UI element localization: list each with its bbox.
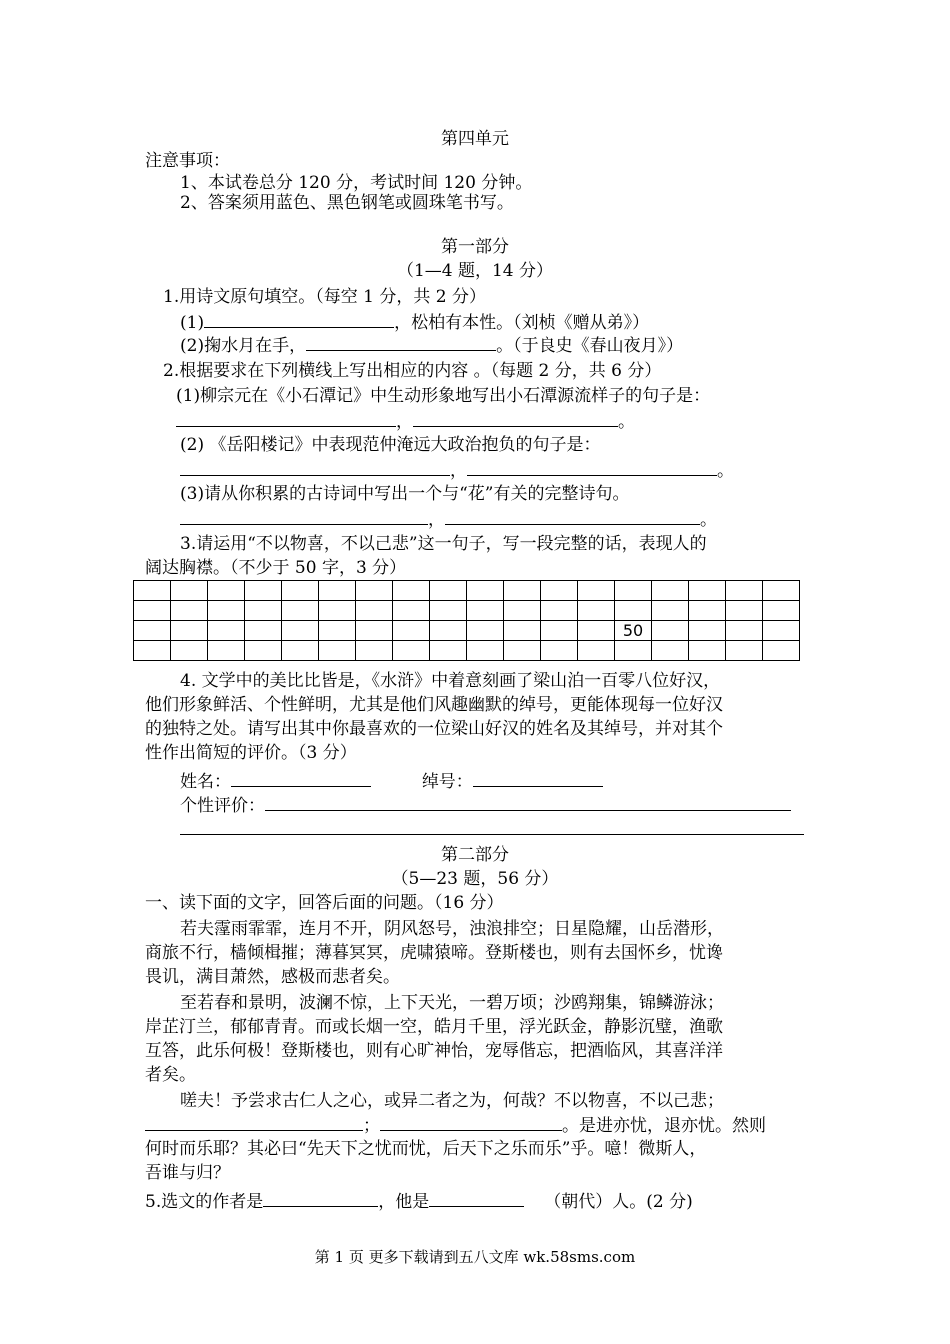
q3-line-1: 3.请运用“不以物喜，不以己悲”这一句子，写一段完整的话，表现人的 bbox=[180, 534, 707, 554]
dynasty-blank[interactable] bbox=[429, 1190, 524, 1207]
evaluation-blank[interactable] bbox=[265, 794, 791, 811]
name-label: 姓名： bbox=[180, 772, 231, 792]
answer-blank[interactable] bbox=[204, 311, 394, 328]
evaluation-label: 个性评价： bbox=[180, 796, 265, 816]
passage-line: 商旅不行，樯倾楫摧；薄暮冥冥，虎啸猿啼。登斯楼也，则有去国怀乡，忧谗 bbox=[145, 943, 723, 963]
notice-item: 2、答案须用蓝色、黑色钢笔或圆珠笔书写。 bbox=[180, 193, 514, 213]
q1-item-2-prefix: (2)掬水月在手， bbox=[180, 336, 307, 356]
part2-title: 第二部分 bbox=[441, 845, 509, 865]
answer-blank[interactable] bbox=[180, 459, 450, 476]
q5-line bbox=[145, 1190, 693, 1213]
part1-title: 第一部分 bbox=[441, 237, 509, 257]
passage-line: 若夫霪雨霏霏，连月不开，阴风怒号，浊浪排空；日星隐耀，山岳潜形， bbox=[180, 919, 724, 939]
passage-line: 畏讥，满目萧然，感极而悲者矣。 bbox=[145, 967, 400, 987]
period: 。 bbox=[618, 412, 635, 432]
q1-item-1 bbox=[180, 311, 649, 334]
q1-item-1-prefix: (1) bbox=[180, 313, 205, 333]
author-blank[interactable] bbox=[263, 1190, 378, 1207]
passage-line: 互答，此乐何极！登斯楼也，则有心旷神怡，宠辱偕忘，把酒临风，其喜洋洋 bbox=[145, 1041, 723, 1061]
comma: ， bbox=[450, 461, 467, 481]
passage-line: 吾谁与归？ bbox=[145, 1163, 230, 1183]
passage-line: 岸芷汀兰，郁郁青青。而或长烟一空，皓月千里，浮光跃金，静影沉璧，渔歌 bbox=[145, 1017, 723, 1037]
q5-mid: ，他是 bbox=[378, 1192, 430, 1212]
passage-line: 何时而乐耶？其必曰“先天下之忧而忧，后天下之乐而乐”乎。噫！微斯人， bbox=[145, 1139, 707, 1159]
period: 。 bbox=[700, 510, 717, 530]
q3-line-2: 阔达胸襟。（不少于 50 字，3 分） bbox=[145, 558, 407, 578]
answer-blank[interactable] bbox=[380, 1114, 562, 1131]
nickname-label: 绰号： bbox=[421, 772, 473, 792]
answer-blank[interactable] bbox=[445, 508, 700, 525]
q2-stem: 2.根据要求在下列横线上写出相应的内容 。（每题 2 分，共 6 分） bbox=[163, 361, 662, 381]
comma: ， bbox=[396, 412, 413, 432]
answer-blank[interactable] bbox=[413, 410, 618, 427]
q5-prefix: 5.选文的作者是 bbox=[145, 1192, 264, 1212]
q4-evaluation-row bbox=[180, 794, 791, 817]
part1-subtitle: （1—4 题，14 分） bbox=[396, 261, 554, 281]
q2-item-1-answer bbox=[176, 410, 635, 433]
passage-line: 者矣。 bbox=[145, 1065, 196, 1085]
q2-item-3-answer bbox=[180, 508, 717, 531]
q1-stem: 1.用诗文原句填空。（每空 1 分，共 2 分） bbox=[163, 287, 486, 307]
notice-heading: 注意事项： bbox=[145, 151, 230, 171]
comma: ， bbox=[428, 510, 445, 530]
answer-blank[interactable] bbox=[145, 1114, 363, 1131]
writing-grid[interactable] bbox=[133, 580, 800, 661]
evaluation-line-2[interactable] bbox=[180, 834, 804, 835]
part2-subtitle: （5—23 题，56 分） bbox=[391, 869, 559, 889]
q4-line: 他们形象鲜活、个性鲜明，尤其是他们风趣幽默的绰号，更能体现每一位好汉 bbox=[145, 695, 723, 715]
notice-item: 1、本试卷总分 120 分，考试时间 120 分钟。 bbox=[180, 173, 533, 193]
unit-title: 第四单元 bbox=[441, 129, 509, 149]
period: 。 bbox=[717, 461, 734, 481]
q4-line: 4. 文学中的美比比皆是，《水浒》中着意刻画了梁山泊一百零八位好汉， bbox=[180, 671, 721, 691]
name-blank[interactable] bbox=[231, 770, 371, 787]
semicolon: ； bbox=[363, 1116, 380, 1136]
q1-item-2 bbox=[180, 334, 683, 357]
passage-line: 至若春和景明，波澜不惊，上下天光，一碧万顷；沙鸥翔集，锦鳞游泳； bbox=[180, 993, 724, 1013]
q1-item-2-suffix: 。（于良史《春山夜月》） bbox=[496, 336, 684, 356]
grid-count-mark: 50 bbox=[615, 621, 652, 641]
q1-item-1-suffix: ，松柏有本性。（刘桢《赠从弟》） bbox=[394, 313, 650, 333]
q2-item-3: (3)请从你积累的古诗词中写出一个与“花”有关的完整诗句。 bbox=[180, 484, 630, 504]
q2-item-2-answer bbox=[180, 459, 734, 482]
q5-suffix: （朝代）人。(2 分) bbox=[544, 1192, 693, 1212]
nickname-blank[interactable] bbox=[473, 770, 603, 787]
passage-fill-line bbox=[145, 1114, 766, 1137]
q2-item-2: (2) 《岳阳楼记》中表现范仲淹远大政治抱负的句子是： bbox=[180, 435, 601, 455]
answer-blank[interactable] bbox=[306, 334, 496, 351]
q4-name-row bbox=[180, 770, 603, 793]
q4-line: 的独特之处。请写出其中你最喜欢的一位梁山好汉的姓名及其绰号，并对其个 bbox=[145, 719, 723, 739]
answer-blank[interactable] bbox=[180, 508, 428, 525]
page-footer: 第 1 页 更多下载请到五八文库 wk.58sms.com bbox=[314, 1248, 636, 1266]
passage-tail: 。是进亦忧，退亦忧。然则 bbox=[562, 1116, 766, 1136]
passage-line: 嗟夫！予尝求古仁人之心，或异二者之为，何哉？不以物喜，不以己悲； bbox=[180, 1091, 724, 1111]
section1-heading: 一、读下面的文字，回答后面的问题。（16 分） bbox=[145, 893, 504, 913]
answer-blank[interactable] bbox=[176, 410, 396, 427]
q4-line: 性作出简短的评价。（3 分） bbox=[145, 743, 357, 763]
q2-item-1: (1)柳宗元在《小石潭记》中生动形象地写出小石潭源流样子的句子是： bbox=[176, 386, 711, 406]
answer-blank[interactable] bbox=[467, 459, 717, 476]
